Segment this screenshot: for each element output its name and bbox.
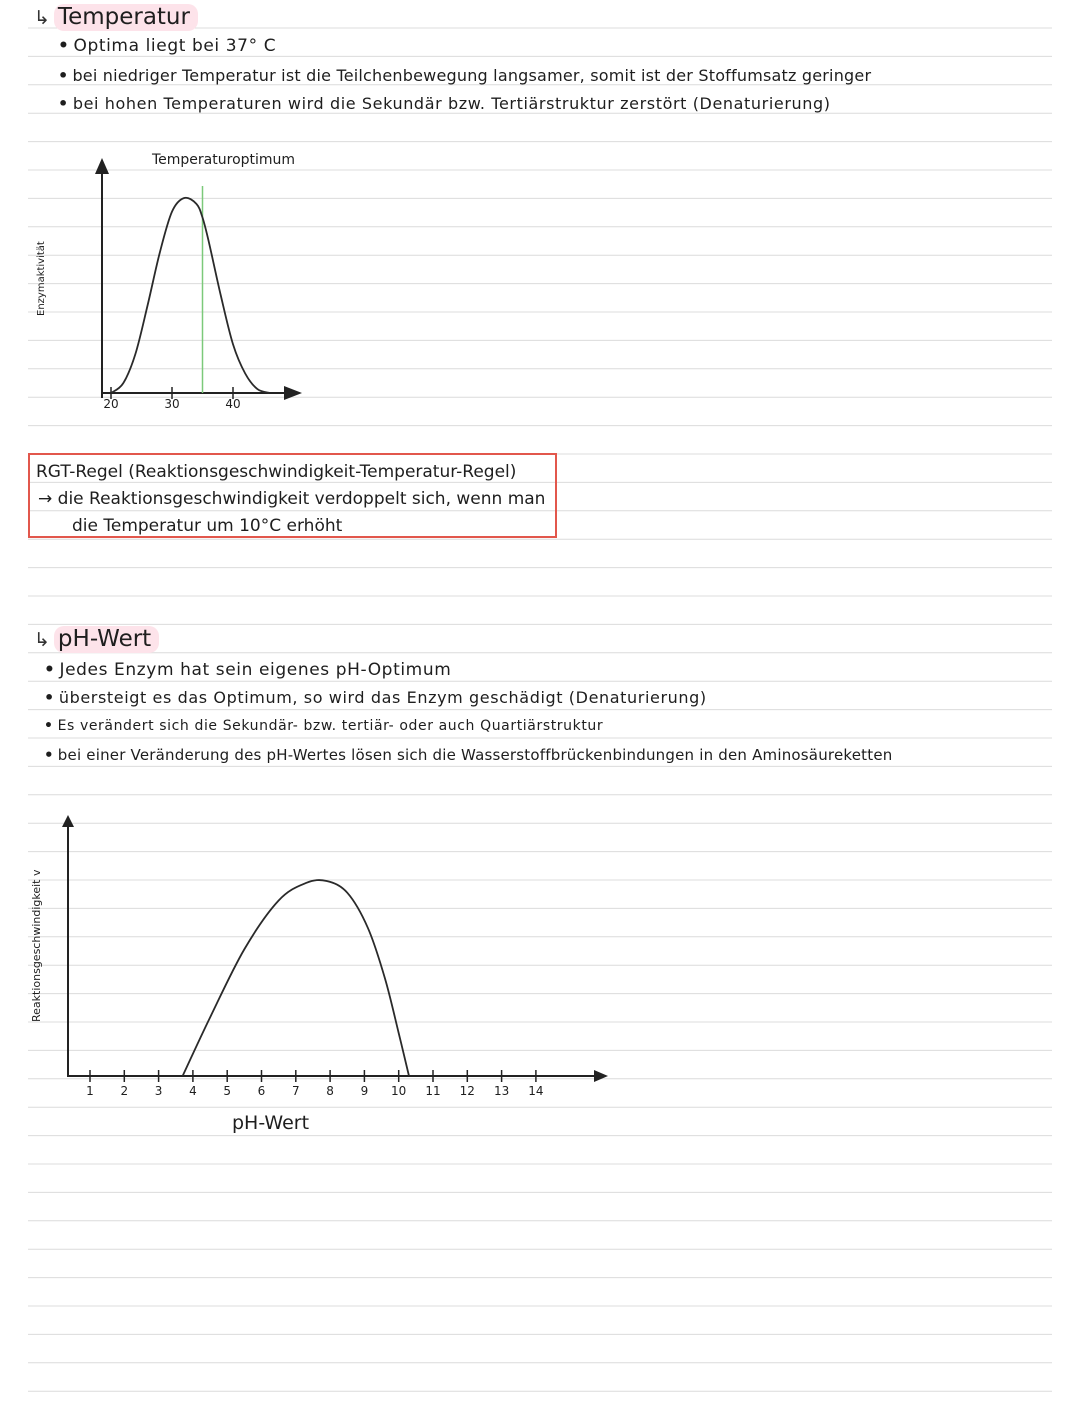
ph-bullet-3: • Es verändert sich die Sekundär- bzw. tertiär- oder auch Quartiärstruktur [44, 718, 604, 734]
temp-y-axis-arrow [95, 158, 109, 174]
temp-chart-title: Temperaturoptimum [152, 152, 296, 168]
ph-y-axis-label: Reaktionsgeschwindigkeit v [30, 869, 43, 1022]
ph-y-axis-arrow [62, 815, 74, 827]
ph-curve [183, 880, 409, 1076]
ph-x-axis-arrow [594, 1070, 608, 1082]
temperature-heading-text: Temperatur [54, 4, 198, 31]
return-arrow-icon: ↳ [34, 628, 50, 651]
ph-x-tick-label: 3 [154, 1084, 163, 1098]
rgt-title: RGT-Regel (Reaktionsgeschwindigkeit-Temperatur-Regel) [36, 462, 517, 482]
return-arrow-icon: ↳ [34, 6, 50, 29]
ph-x-tick-label: 6 [257, 1084, 266, 1098]
rgt-line-3: die Temperatur um 10°C erhöht [72, 516, 343, 536]
ph-x-tick-label: 10 [391, 1084, 407, 1098]
ph-x-tick-label: 7 [291, 1084, 300, 1098]
ph-bullet-4: • bei einer Veränderung des pH-Wertes lösen sich die Wasserstoffbrückenbindungen in den Aminosäureketten [44, 746, 893, 764]
temp-x-axis-arrow [284, 386, 302, 400]
ph-heading [34, 626, 159, 653]
temp-curve [111, 198, 270, 393]
rgt-line-2: → die Reaktionsgeschwindigkeit verdoppelt sich, wenn man [38, 489, 546, 509]
ph-x-tick-label: 4 [189, 1084, 197, 1098]
arrow-right-icon: → [38, 489, 53, 509]
ph-x-tick-label: 13 [493, 1084, 510, 1098]
ph-bullet-2: • übersteigt es das Optimum, so wird das Enzym geschädigt (Denaturierung) [44, 688, 707, 707]
ph-chart [40, 805, 620, 1095]
ph-x-tick-label: 9 [360, 1084, 369, 1098]
temperature-bullet-3: • bei hohen Temperaturen wird die Sekundär bzw. Tertiärstruktur zerstört (Denaturierung) [58, 94, 831, 113]
temperature-chart [20, 140, 340, 430]
temp-x-tick-label: 30 [164, 397, 180, 411]
temp-y-axis-label: Enzymaktivität [36, 241, 47, 316]
ph-x-tick-label: 1 [86, 1084, 94, 1098]
ph-x-tick-label: 2 [120, 1084, 129, 1098]
ph-x-axis-label: pH-Wert [232, 1112, 310, 1134]
ph-heading-text: pH-Wert [54, 626, 159, 653]
rgt-rule-box [28, 453, 557, 538]
temperature-bullet-1: • Optima liegt bei 37° C [58, 36, 277, 56]
ph-x-tick-label: 5 [223, 1084, 231, 1098]
temp-x-tick-label: 20 [103, 397, 119, 411]
ph-x-tick-label: 12 [459, 1084, 475, 1098]
ph-x-tick-label: 11 [425, 1084, 441, 1098]
ph-x-tick-label: 8 [326, 1084, 334, 1098]
temperature-bullet-2: • bei niedriger Temperatur ist die Teilchenbewegung langsamer, somit ist der Stoffumsatz geringer [58, 66, 872, 85]
ph-bullet-1: • Jedes Enzym hat sein eigenes pH-Optimum [44, 660, 452, 680]
ph-x-tick-label: 14 [528, 1084, 544, 1098]
temp-x-tick-label: 40 [225, 397, 241, 411]
temperature-heading [34, 4, 198, 31]
